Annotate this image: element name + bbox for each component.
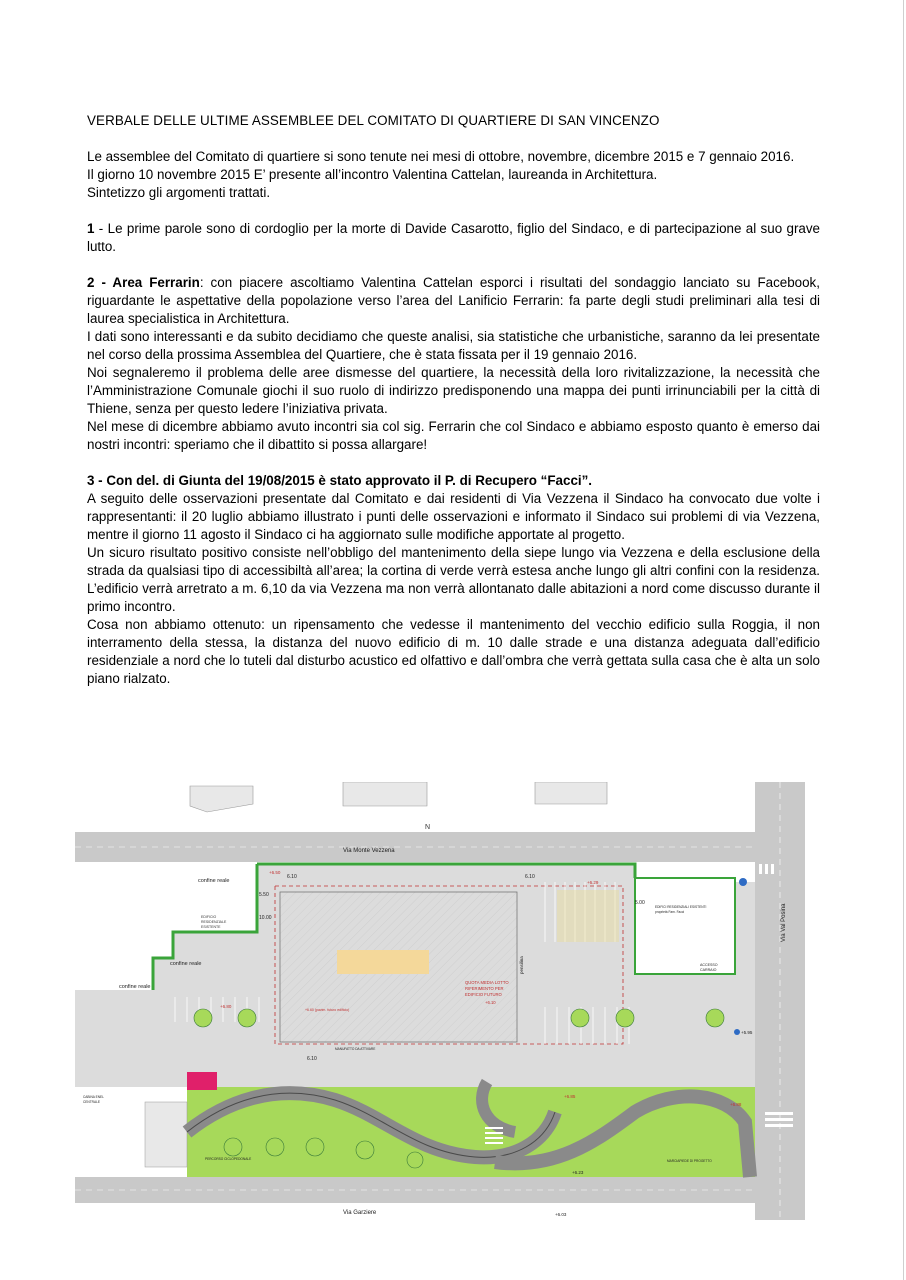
existing-building-shape	[343, 782, 427, 806]
confine-label: confine reale	[119, 984, 151, 990]
section-2-lead	[87, 274, 820, 328]
spot-level: +6.88	[730, 1102, 742, 1107]
residential-label: EDIFICIO	[201, 915, 217, 919]
accesso-label: ACCESSO	[700, 963, 718, 967]
marciapiede-label: MARCIAPIEDE DI PROGETTO	[667, 1159, 712, 1163]
spot-level: +5.95	[741, 1030, 753, 1035]
residential-lot-east	[635, 878, 735, 974]
riqualif-label: MANUFATTO DA ATTIVARE	[335, 1047, 376, 1051]
distance-label: 10.00	[259, 915, 272, 921]
residential-label: RESIDENZIALE	[201, 920, 227, 924]
spot-level: +6.03	[555, 1212, 567, 1217]
road-sign-icon	[739, 878, 747, 886]
magenta-element	[187, 1072, 217, 1090]
document-title: VERBALE DELLE ULTIME ASSEMBLEE DEL COMITATO DI QUARTIERE DI SAN VINCENZO	[87, 113, 660, 128]
distance-label: 5.00	[635, 900, 645, 906]
street-east-label: Via Val Posina	[781, 903, 787, 942]
site-plan	[75, 782, 832, 1220]
section-2-text: : con piacere ascoltiamo Valentina Cattelan esporci i risultati del sondaggio lanciato su Facebook, riguardante le aspettative della popolazione verso l’area del Lanificio Ferrarin: fa parte degli studi preliminari alla tesi di laurea specialistica in Architettura.	[87, 275, 820, 326]
road-east	[755, 782, 805, 1220]
cabina-label: CENTRALE	[83, 1100, 101, 1104]
commercial-note-box	[337, 950, 429, 974]
section-3-paragraph: Cosa non abbiamo ottenuto: un ripensamento che vedesse il mantenimento del vecchio edificio sulla Roggia, il non interramento della stessa, la distanza del nuovo edificio di m. 10 dalle strade e una distanza adeguata dall’edificio residenziale a nord che lo tuteli dal disturbo acustico ed olfattivo e dall’ombra che verrà gettata sulla casa che è alta un solo piano rialzato.	[87, 617, 820, 686]
intro-paragraph-2: Il giorno 10 novembre 2015 E’ presente all’incontro Valentina Cattelan, laureanda in Architettura.	[87, 167, 658, 182]
box-right-label: proprietà Fam. Facci	[655, 910, 685, 914]
existing-building-shape	[190, 786, 253, 812]
street-north-label: Via Monte Vezzena	[343, 848, 395, 854]
section-1-number: 1	[87, 221, 95, 236]
pedestrian-crossing-east	[765, 1112, 793, 1127]
section-3-heading-text: 3 - Con del. di Giunta del 19/08/2015 è stato approvato il P. di Recupero “Facci”.	[87, 473, 593, 488]
intro-paragraph-3: Sintetizzo gli argomenti trattati.	[87, 185, 271, 200]
document-body	[87, 112, 820, 688]
site-plan-drawing	[75, 782, 832, 1220]
existing-building-shape	[535, 782, 607, 804]
accesso-label: CARRAIO	[700, 968, 717, 972]
section-2-heading: 2 - Area Ferrarin	[87, 275, 200, 290]
distance-label: 6.10	[525, 874, 535, 880]
section-2-paragraph: Noi segnaleremo il problema delle aree dismesse del quartiere, la necessità della loro rivitalizzazione, la necessità che l’Amministrazione Comunale giochi il suo ruolo di indirizzo predisponendo una mappa dei punti irrinunciabili per la città di Thiene, senza per questo ledere l’iniziativa privata.	[87, 365, 820, 416]
page-edge-rule	[903, 0, 904, 1280]
residential-label: ESISTENTE	[201, 925, 221, 929]
box-right-label: EDIFICI RESIDENZIALI ESISTENTI	[655, 905, 707, 909]
section-3-heading	[87, 472, 820, 490]
confine-label: confine reale	[198, 878, 230, 884]
quota-media-label: RIFERIMENTO PER	[465, 986, 504, 991]
percorso-label: PERCORSO CICLOPEDONALE	[205, 1157, 252, 1161]
yellow-parking-block	[557, 890, 619, 942]
north-arrow-icon: N	[425, 824, 431, 831]
section-3-paragraph: A seguito delle osservazioni presentate dal Comitato e dai residenti di Via Vezzena il Sindaco ha convocato due volte i rappresentanti: il 20 luglio abbiamo illustrato i punti delle osservazioni e informato il Sindaco sui problemi di via Vezzena, mentre il giorno 11 agosto il Sindaco ci ha aggiornato sulle modifiche apportate al progetto.	[87, 491, 820, 542]
section-1-text: - Le prime parole sono di cordoglio per la morte di Davide Casarotto, figlio del Sindaco, e di partecipazione al suo grave lutto.	[87, 221, 820, 254]
quota-futuro-label: +6.60 (pavim. futuro edificio)	[305, 1008, 350, 1012]
quota-media-label: EDIFICIO FUTURO	[465, 992, 502, 997]
spot-level: +6.23	[572, 1170, 584, 1175]
street-south-label: Via Garziere	[343, 1210, 377, 1216]
distance-label: 5.50	[259, 892, 269, 898]
spot-level: +6.50	[269, 870, 281, 875]
section-1	[87, 220, 820, 256]
section-2-paragraph: I dati sono interessanti e da subito decidiamo che queste analisi, sia statistiche che urbanistiche, saranno da lei presentate nel corso della prossima Assemblea del Quartiere, che è stata fissata per il 19 gennaio 2016.	[87, 329, 820, 362]
intro-paragraph-1: Le assemblee del Comitato di quartiere si sono tenute nei mesi di ottobre, novembre, dicembre 2015 e 7 gennaio 2016.	[87, 149, 795, 164]
pensilina-label: pensilina	[519, 956, 524, 974]
section-3-paragraph: Un sicuro risultato positivo consiste nell’obbligo del mantenimento della siepe lungo via Vezzena e della esclusione della strada da qualsiasi tipo di accessibiltà all’area; la cortina di verde verrà estesa anche lungo gli altri confini con la residenza. L’edificio verrà arretrato a m. 6,10 da via Vezzena ma non verrà allontanato dalle abitazioni a nord come discusso durante il primo incontro.	[87, 545, 820, 614]
spot-level: +6.80	[220, 1004, 232, 1009]
section-2-paragraph: Nel mese di dicembre abbiamo avuto incontri sia col sig. Ferrarin che col Sindaco e abbiamo esposto quanto è emerso dai nostri incontri: speriamo che il dibattito si possa allargare!	[87, 419, 820, 452]
quota-media-label: QUOTA MEDIA LOTTO	[465, 980, 509, 985]
spot-level: +6.85	[564, 1094, 576, 1099]
distance-label: 6.10	[307, 1056, 317, 1062]
cabina-label: CABINA ENEL	[83, 1095, 104, 1099]
road-sign-icon	[734, 1029, 740, 1035]
spot-level: +6.29	[587, 880, 599, 885]
confine-label: confine reale	[170, 961, 202, 967]
distance-label: 6.10	[287, 874, 297, 880]
quota-value-label: +6.10	[485, 1000, 496, 1005]
